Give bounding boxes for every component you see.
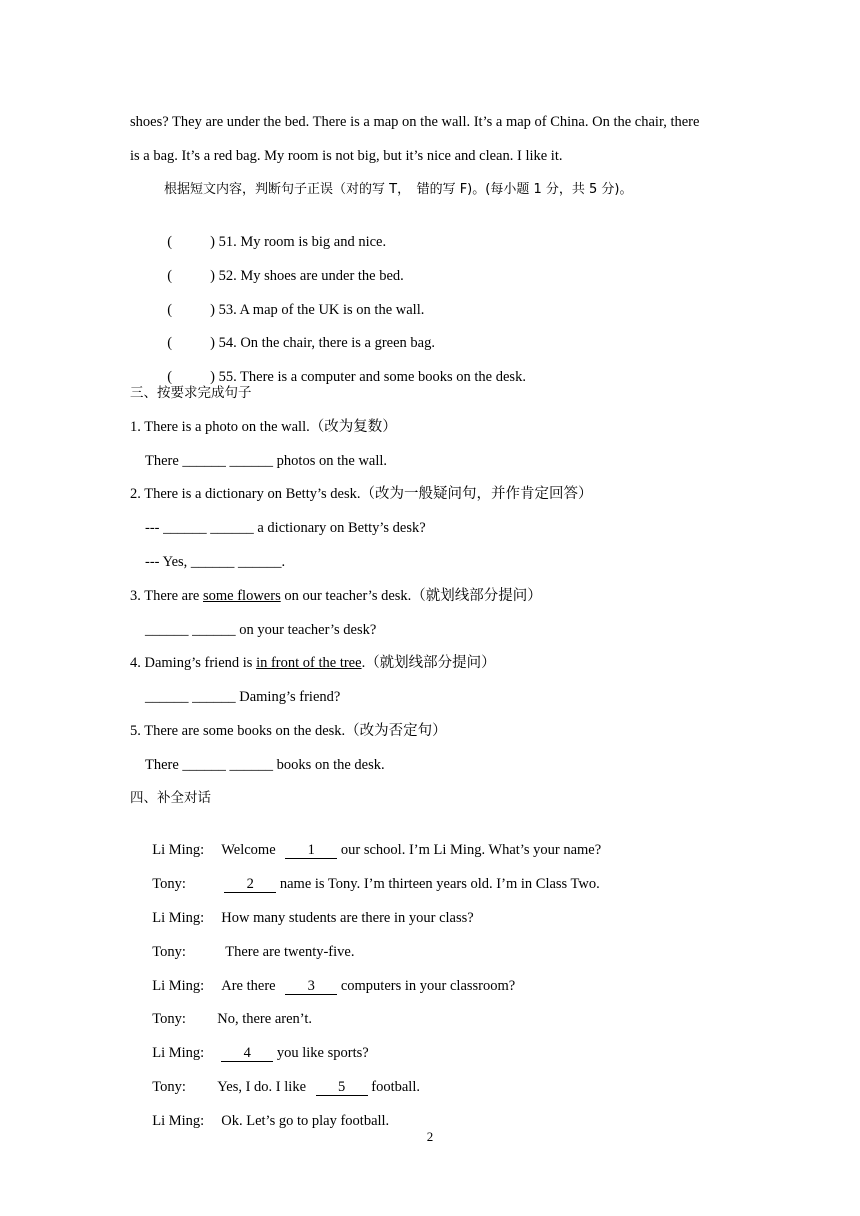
q1-question: 1. There is a photo on the wall.（改为复数） [130,419,397,435]
tf-item-52 [160,249,404,285]
dialogue-line [145,992,312,1028]
dialogue-line [145,857,600,893]
tf-instruction: 根据短文内容，判断句子正误（对的写 T， 错的写 F)。(每小题 1 分，共 5 分)。 [164,182,633,197]
tf-item-53 [160,283,424,319]
bracket-close: ) [210,369,215,385]
dialogue-blank[interactable]: 4 [221,1046,273,1062]
tf-item-text: 53. A map of the UK is on the wall. [218,302,425,318]
q3-answer[interactable]: ______ ______ on your teacher’s desk? [145,622,377,638]
q4-suffix: .（就划线部分提问） [361,655,496,671]
passage-line-2: is a bag. It’s a red bag. My room is not big, but it’s nice and clean. I like it. [130,148,563,164]
dialogue-text: No, there aren’t. [217,1011,312,1027]
dialogue-blank[interactable]: 2 [224,877,276,893]
q4-underlined-phrase: in front of the tree [256,655,362,671]
speaker-label: Li Ming: [152,910,205,926]
q4-answer[interactable]: ______ ______ Daming’s friend? [145,689,341,705]
q5-question: 5. There are some books on the desk.（改为否定句） [130,723,447,739]
dialogue-text: our school. I’m Li Ming. What’s your name? [337,842,602,858]
dialogue-blank[interactable]: 3 [285,979,337,995]
speaker-label: Li Ming: [152,842,205,858]
passage-line-1: shoes? They are under the bed. There is a map on the wall. It’s a map of China. On the chair, there [130,114,700,130]
speaker-label: Tony: [152,1079,186,1095]
speaker-label: Tony: [152,876,186,892]
q4-question [130,654,496,672]
q4-prefix: 4. Daming’s friend is [130,655,257,671]
bracket-open: ( [167,268,173,284]
dialogue-line [145,823,601,859]
dialogue-line [145,891,474,927]
page-number: 2 [426,1129,434,1144]
bracket-close: ) [210,234,215,250]
tf-item-51 [160,215,386,251]
tf-item-54 [160,316,435,352]
tf-item-text: 51. My room is big and nice. [218,234,387,250]
dialogue-text: Yes, I do. I like [217,1079,310,1095]
q2-answer-line-1[interactable]: --- ______ ______ a dictionary on Betty’s desk? [145,520,426,536]
tf-item-55 [160,350,526,386]
q3-underlined-phrase: some flowers [203,588,281,604]
q5-answer[interactable]: There ______ ______ books on the desk. [145,757,385,773]
bracket-open: ( [167,234,173,250]
dialogue-text: There are twenty-five. [225,944,355,960]
dialogue-text: How many students are there in your class? [221,910,474,926]
q2-answer-line-2[interactable]: --- Yes, ______ ______. [145,554,286,570]
dialogue-line [145,959,515,995]
tf-item-text: 52. My shoes are under the bed. [218,268,404,284]
dialogue-line [145,1026,369,1062]
bracket-close: ) [210,268,215,284]
section4-heading: 四、补全对话 [130,790,211,806]
tf-item-text: 55. There is a computer and some books on the desk. [218,369,526,385]
dialogue-line [145,1060,420,1096]
q3-suffix: on our teacher’s desk.（就划线部分提问） [280,588,542,604]
bracket-open: ( [167,369,173,385]
dialogue-text: football. [367,1079,420,1095]
dialogue-text: name is Tony. I’m thirteen years old. I’m in Class Two. [276,876,600,892]
q3-question [130,587,542,605]
tf-item-text: 54. On the chair, there is a green bag. [218,335,435,351]
dialogue-blank[interactable]: 5 [316,1080,368,1096]
q3-prefix: 3. There are [130,588,203,604]
dialogue-text: Are there [221,978,280,994]
dialogue-line [145,1094,389,1130]
dialogue-text: Ok. Let’s go to play football. [221,1113,390,1129]
bracket-close: ) [210,335,215,351]
speaker-label: Li Ming: [152,1045,205,1061]
dialogue-blank[interactable]: 1 [285,843,337,859]
dialogue-text: Welcome [221,842,280,858]
speaker-label: Li Ming: [152,1113,205,1129]
bracket-close: ) [210,302,215,318]
speaker-label: Tony: [152,944,186,960]
q2-question: 2. There is a dictionary on Betty’s desk.（改为一般疑问句，并作肯定回答） [130,486,593,502]
section3-heading: 三、按要求完成句子 [130,385,252,401]
dialogue-text: computers in your classroom? [337,978,516,994]
dialogue-text: you like sports? [273,1045,369,1061]
q1-answer[interactable]: There ______ ______ photos on the wall. [145,453,388,469]
bracket-open: ( [167,302,173,318]
dialogue-line [145,925,354,961]
speaker-label: Tony: [152,1011,186,1027]
speaker-label: Li Ming: [152,978,205,994]
bracket-open: ( [167,335,173,351]
